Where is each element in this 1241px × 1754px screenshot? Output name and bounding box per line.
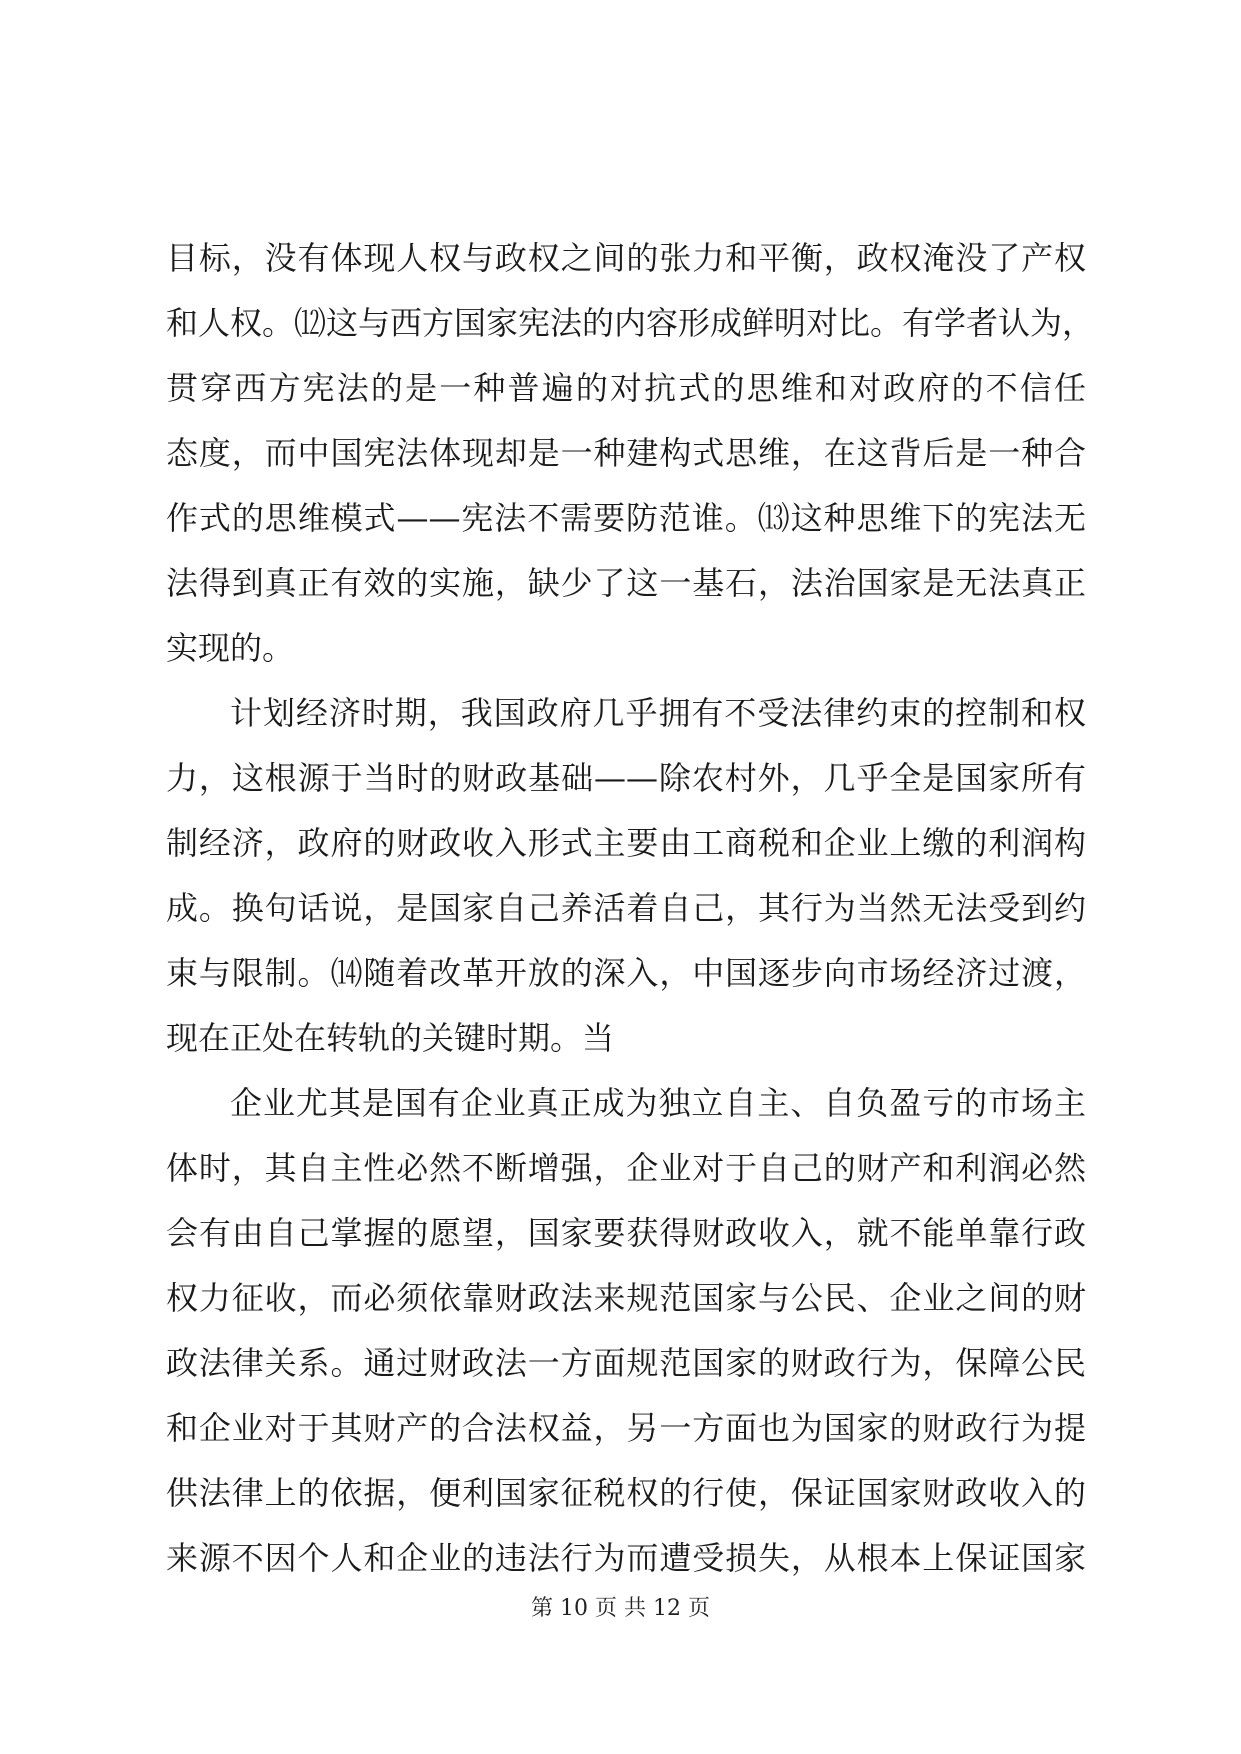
text-line: 制经济，政府的财政收入形式主要由工商税和企业上缴的利润构 <box>166 824 1086 862</box>
text-line: 和人权。⑿这与西方国家宪法的内容形成鲜明对比。有学者认为， <box>166 304 1095 342</box>
text-line: 来源不因个人和企业的违法行为而遭受损失，从根本上保证国家 <box>166 1539 1086 1577</box>
text-line: 现在正处在转轨的关键时期。当 <box>166 1019 615 1057</box>
text-line: 法得到真正有效的实施，缺少了这一基石，法治国家是无法真正 <box>166 564 1086 602</box>
text-line: 成。换句话说，是国家自己养活着自己，其行为当然无法受到约 <box>166 889 1086 927</box>
body-text <box>166 226 1095 1591</box>
paragraph-first-line: 企业尤其是国有企业真正成为独立自主、自负盈亏的市场主 <box>230 1084 1086 1122</box>
text-line: 作式的思维模式——宪法不需要防范谁。⒀这种思维下的宪法无 <box>166 499 1086 537</box>
text-line: 力，这根源于当时的财政基础——除农村外，几乎全是国家所有 <box>166 759 1086 797</box>
text-line: 政法律关系。通过财政法一方面规范国家的财政行为，保障公民 <box>166 1344 1086 1382</box>
text-line: 态度，而中国宪法体现却是一种建构式思维，在这背后是一种合 <box>166 434 1086 472</box>
text-line: 目标，没有体现人权与政权之间的张力和平衡，政权淹没了产权 <box>166 239 1086 277</box>
text-line: 和企业对于其财产的合法权益，另一方面也为国家的财政行为提 <box>166 1409 1086 1447</box>
text-line: 会有由自己掌握的愿望，国家要获得财政收入，就不能单靠行政 <box>166 1214 1086 1252</box>
text-line: 束与限制。⒁随着改革开放的深入，中国逐步向市场经济过渡， <box>166 954 1086 992</box>
text-line: 供法律上的依据，便利国家征税权的行使，保证国家财政收入的 <box>166 1474 1086 1512</box>
text-line: 体时，其自主性必然不断增强，企业对于自己的财产和利润必然 <box>166 1149 1086 1187</box>
text-line: 权力征收，而必须依靠财政法来规范国家与公民、企业之间的财 <box>166 1279 1086 1317</box>
page-number-footer: 第 10 页 共 12 页 <box>531 1596 710 1621</box>
paragraph-first-line: 计划经济时期，我国政府几乎拥有不受法律约束的控制和权 <box>230 694 1086 732</box>
text-line: 实现的。 <box>166 629 295 667</box>
text-line: 贯穿西方宪法的是一种普遍的对抗式的思维和对政府的不信任 <box>166 369 1086 407</box>
